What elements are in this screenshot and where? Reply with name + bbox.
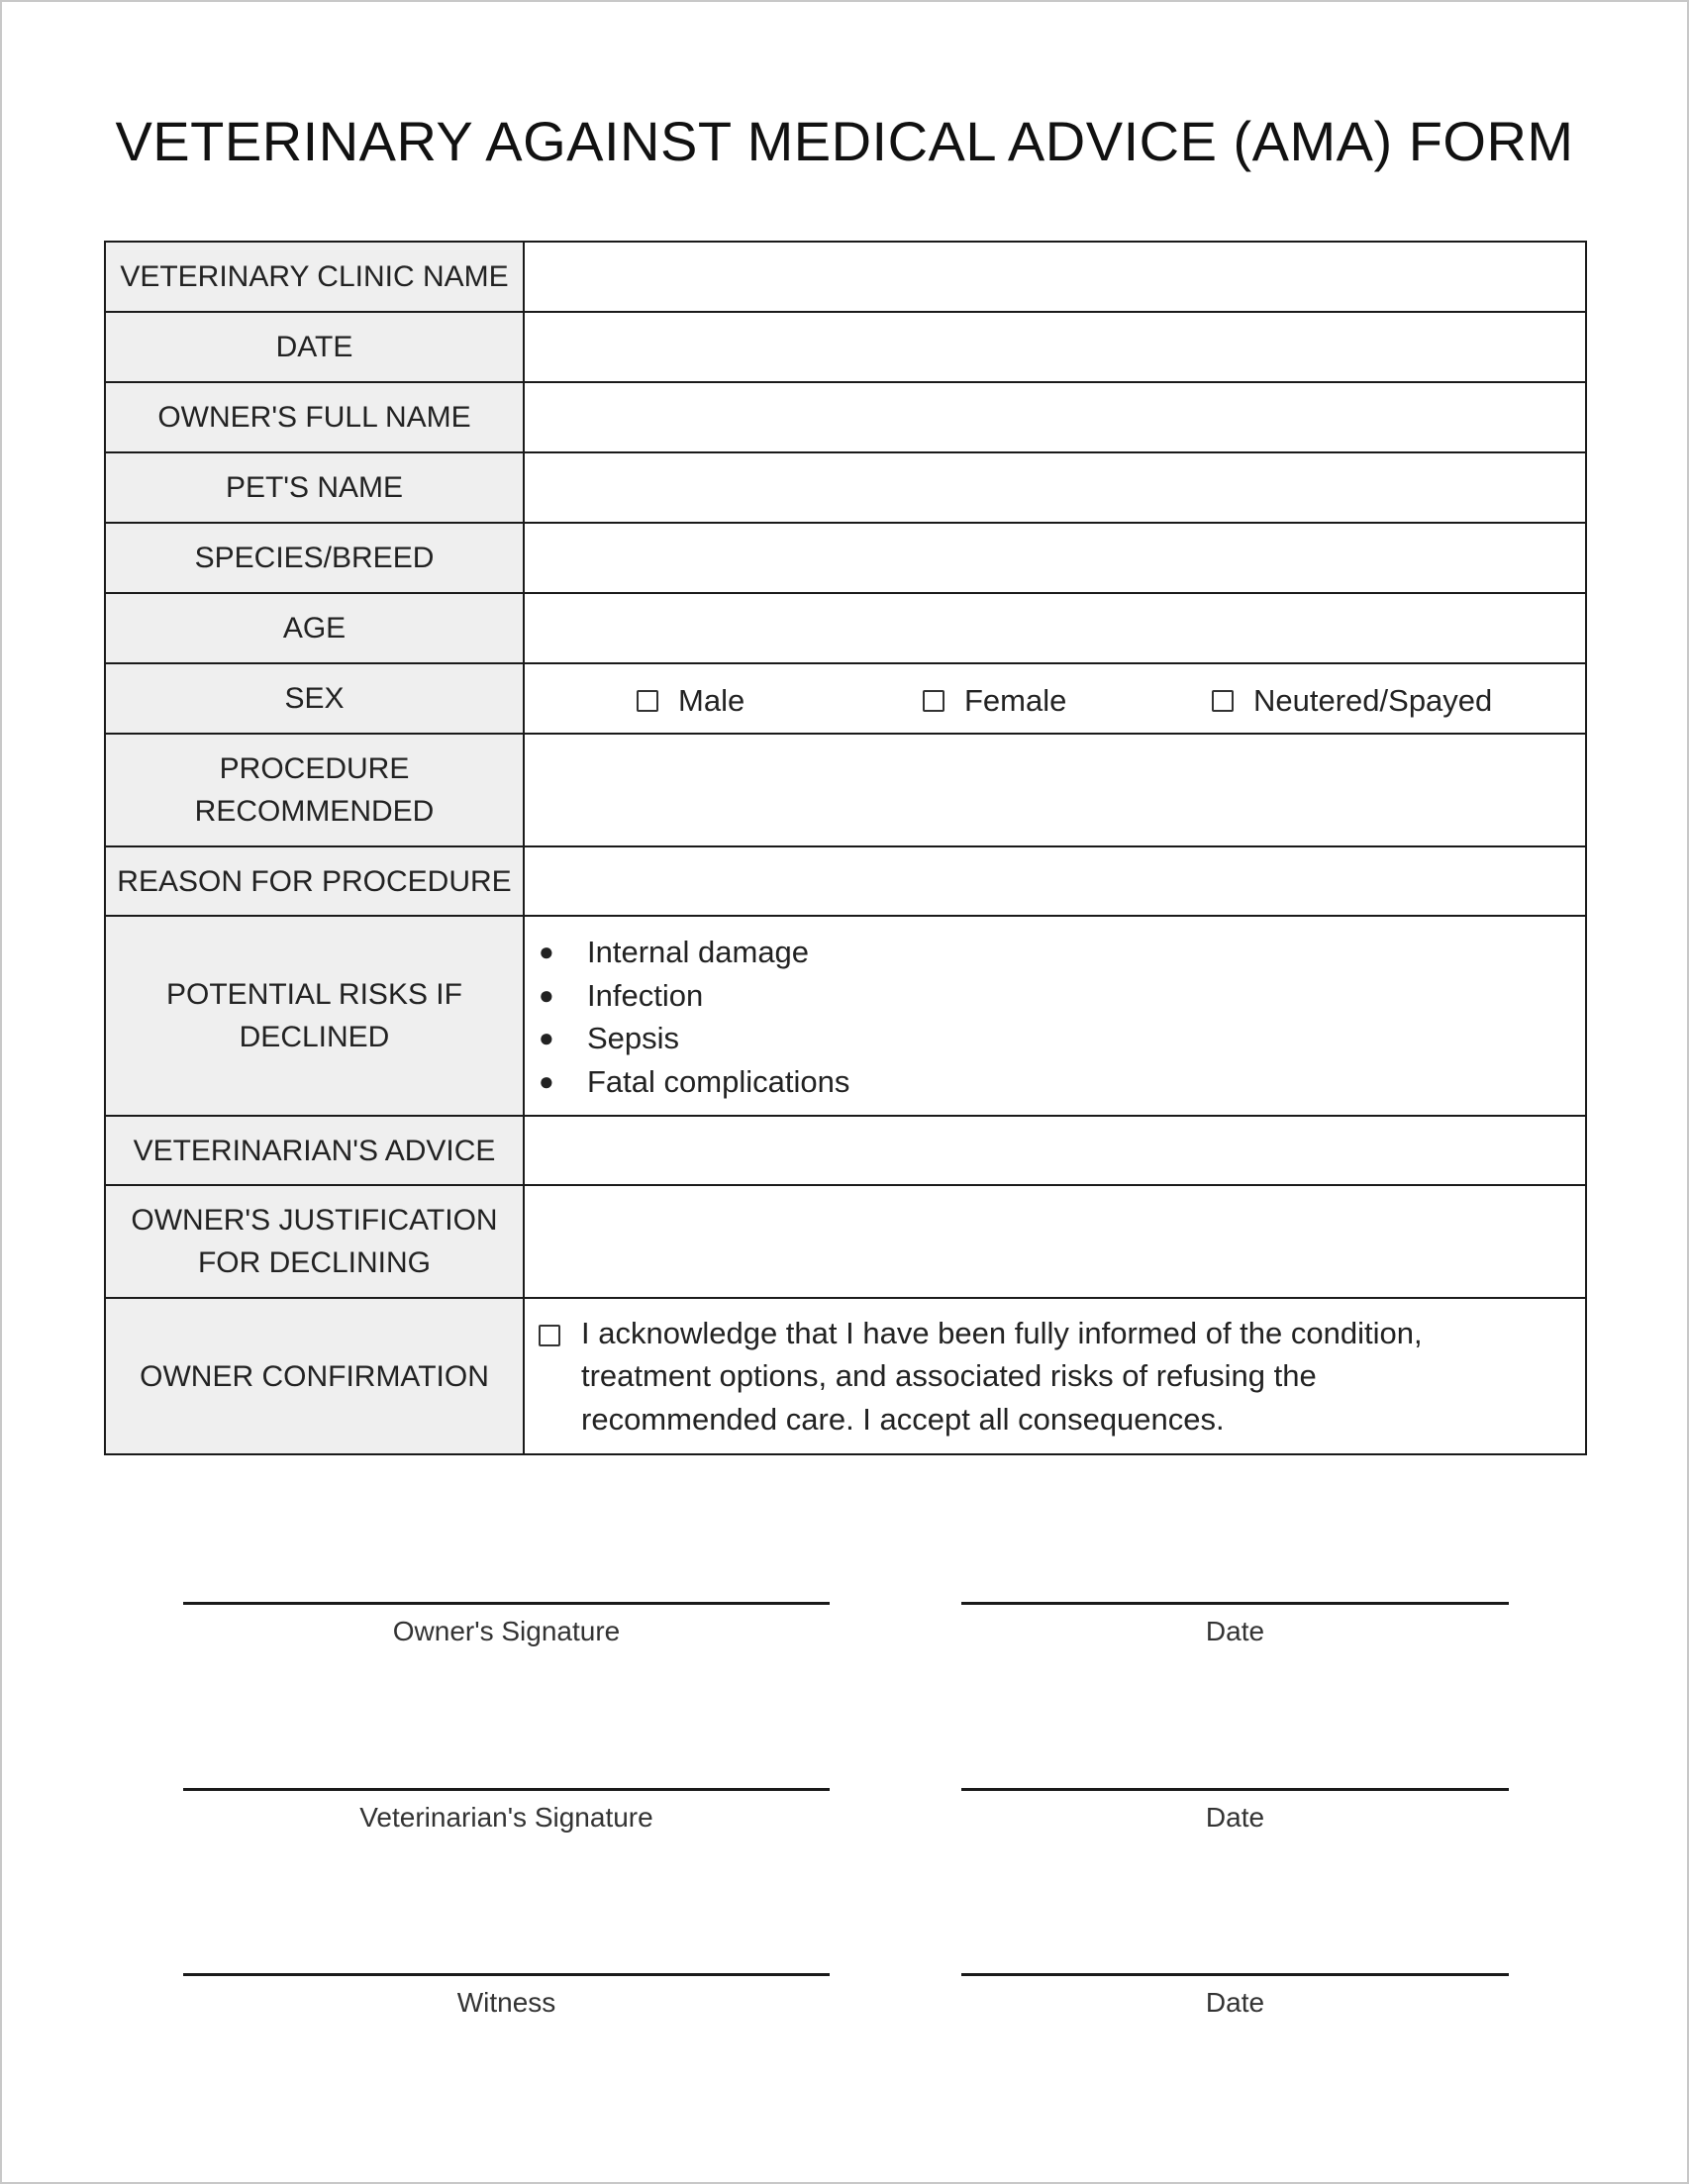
owner-name-label: OWNER'S FULL NAME xyxy=(105,382,524,452)
bullet-icon: ● xyxy=(539,1065,554,1096)
justification-field[interactable] xyxy=(524,1185,1586,1298)
advice-label: VETERINARIAN'S ADVICE xyxy=(105,1116,524,1185)
list-item xyxy=(539,1017,1585,1060)
bullet-icon: ● xyxy=(539,1023,554,1052)
confirmation-line1: I acknowledge that I have been fully informed of the condition, xyxy=(581,1315,1423,1350)
owner-date-label: Date xyxy=(1205,1616,1265,1646)
confirmation-label: OWNER CONFIRMATION xyxy=(105,1298,524,1454)
row-advice xyxy=(105,1116,1586,1185)
witness-date-line[interactable] xyxy=(961,1973,1509,1976)
species-breed-label: SPECIES/BREED xyxy=(105,523,524,593)
species-breed-field[interactable] xyxy=(524,523,1586,593)
risks-list xyxy=(525,917,1585,1115)
row-procedure-recommended xyxy=(105,734,1586,846)
list-item xyxy=(539,931,1585,974)
veterinarian-date-line[interactable] xyxy=(961,1788,1509,1791)
list-item xyxy=(539,974,1585,1018)
male-checkbox-icon[interactable] xyxy=(637,690,658,712)
clinic-name-field[interactable] xyxy=(524,242,1586,312)
confirmation-block xyxy=(525,1300,1585,1453)
confirmation-checkbox-icon[interactable] xyxy=(539,1325,560,1346)
neutered-spayed-option-label: Neutered/Spayed xyxy=(1253,683,1493,718)
row-risks xyxy=(105,916,1586,1116)
pet-name-label: PET'S NAME xyxy=(105,452,524,523)
owner-signature-line[interactable] xyxy=(183,1602,830,1605)
age-label: AGE xyxy=(105,593,524,663)
ama-form-table xyxy=(104,241,1587,1455)
clinic-name-label: VETERINARY CLINIC NAME xyxy=(105,242,524,312)
sex-label: SEX xyxy=(105,663,524,734)
row-sex xyxy=(105,663,1586,734)
risks-label xyxy=(105,916,524,1116)
age-field[interactable] xyxy=(524,593,1586,663)
row-clinic-name xyxy=(105,242,1586,312)
risk-text: Sepsis xyxy=(587,1021,680,1055)
risk-text: Infection xyxy=(587,977,704,1013)
row-species-breed xyxy=(105,523,1586,593)
bullet-icon: ● xyxy=(539,979,554,1010)
sex-options xyxy=(524,663,1586,734)
veterinarian-signature-line[interactable] xyxy=(183,1788,830,1791)
neutered-spayed-checkbox-icon[interactable] xyxy=(1212,690,1234,712)
veterinarian-date-label: Date xyxy=(1205,1802,1265,1833)
row-age xyxy=(105,593,1586,663)
procedure-label-line1: PROCEDURE xyxy=(219,752,410,785)
owner-name-field[interactable] xyxy=(524,382,1586,452)
veterinarian-signature-label: Veterinarian's Signature xyxy=(359,1802,653,1833)
sex-option-female[interactable] xyxy=(923,683,1066,719)
bullet-icon: ● xyxy=(539,937,554,966)
reason-field[interactable] xyxy=(524,846,1586,916)
risks-field xyxy=(524,916,1586,1116)
row-owner-name xyxy=(105,382,1586,452)
witness-date-label: Date xyxy=(1205,1987,1265,2018)
procedure-label-line2: RECOMMENDED xyxy=(194,795,435,828)
row-confirmation xyxy=(105,1298,1586,1454)
confirmation-field xyxy=(524,1298,1586,1454)
procedure-recommended-label xyxy=(105,734,524,846)
confirmation-text xyxy=(581,1312,1423,1441)
justification-label-line1: OWNER'S JUSTIFICATION xyxy=(131,1204,498,1237)
row-date xyxy=(105,312,1586,382)
page-title: VETERINARY AGAINST MEDICAL ADVICE (AMA) FORM xyxy=(115,110,1574,172)
justification-label xyxy=(105,1185,524,1298)
pet-name-field[interactable] xyxy=(524,452,1586,523)
date-label: DATE xyxy=(105,312,524,382)
witness-signature-label: Witness xyxy=(456,1987,556,2018)
procedure-recommended-field[interactable] xyxy=(524,734,1586,846)
owner-signature-label: Owner's Signature xyxy=(392,1616,621,1646)
list-item xyxy=(539,1060,1585,1104)
reason-label: REASON FOR PROCEDURE xyxy=(105,846,524,916)
row-pet-name xyxy=(105,452,1586,523)
sex-option-male[interactable] xyxy=(637,683,745,719)
risks-label-line2: DECLINED xyxy=(239,1021,390,1053)
owner-date-line[interactable] xyxy=(961,1602,1509,1605)
witness-signature-line[interactable] xyxy=(183,1973,830,1976)
row-justification xyxy=(105,1185,1586,1298)
risk-text: Fatal complications xyxy=(587,1063,850,1099)
advice-field[interactable] xyxy=(524,1116,1586,1185)
male-option-label: Male xyxy=(678,683,745,718)
confirmation-line2: treatment options, and associated risks of refusing the xyxy=(581,1358,1317,1394)
date-field[interactable] xyxy=(524,312,1586,382)
sex-option-neutered-spayed[interactable] xyxy=(1212,683,1492,719)
risk-text: Internal damage xyxy=(587,935,810,969)
risks-label-line1: POTENTIAL RISKS IF xyxy=(166,978,462,1011)
justification-label-line2: FOR DECLINING xyxy=(197,1246,432,1279)
female-option-label: Female xyxy=(964,683,1067,718)
confirmation-line3: recommended care. I accept all consequences. xyxy=(581,1401,1225,1437)
female-checkbox-icon[interactable] xyxy=(923,690,944,712)
row-reason xyxy=(105,846,1586,916)
